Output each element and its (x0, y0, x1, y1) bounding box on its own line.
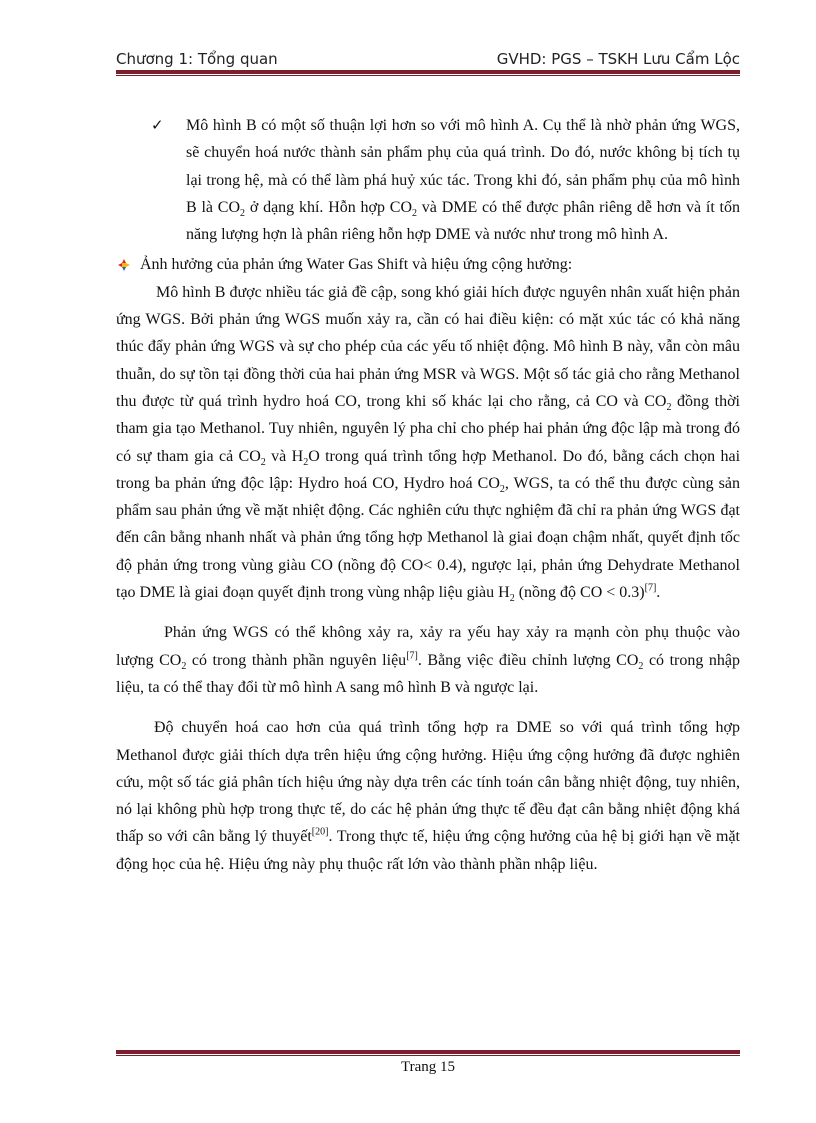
checkmark-icon: ✓ (151, 116, 164, 134)
paragraph-co2-content: Phản ứng WGS có thể không xảy ra, xảy ra yếu hay xảy ra mạnh còn phụ thuộc vào lượng $CO_2$ có trong thành phần nguyên liệu[7]. Bằng việc điều chỉnh lượng $CO_2$ có trong nhập liệu, ta có thể thay đổi từ mô hình A sang mô hình B và ngược lại. (116, 624, 740, 696)
citation: [20] (311, 827, 329, 839)
header-rule-thin (116, 75, 740, 76)
citation: [7] (644, 582, 657, 594)
advisor-label: GVHD: PGS – TSKH Lưu Cẩm Lộc (496, 50, 740, 68)
page-header (116, 50, 740, 68)
section-heading (116, 251, 740, 278)
chapter-title: Chương 1: Tổng quan (116, 50, 278, 68)
header-rule (116, 70, 740, 74)
page-body (116, 112, 740, 878)
footer-rule (116, 1050, 740, 1054)
citation: [7] (406, 650, 418, 662)
section-heading-text: Ảnh hưởng của phản ứng Water Gas Shift và hiệu ứng cộng hưởng: (140, 256, 573, 274)
footer-rule-thin (116, 1055, 740, 1056)
page-number: Trang 15 (400, 1059, 456, 1075)
paragraph-synergy-effect: Độ chuyển hoá cao hơn của quá trình tổng hợp ra DME so với quá trình tổng hợp Methanol được giải thích dựa trên hiệu ứng cộng hưởng. Hiệu ứng cộng hưởng đã được nghiên cứu, một số tác giả phân tích hiệu ứng này dựa trên các tính toán cân bằng nhiệt động, tuy nhiên, nó lại không phù hợp trong thực tế, do các hệ phản ứng thực tế đều đạt cân bằng nhiệt động khá thấp so với cân bằng lý thuyết[20]. Trong thực tế, hiệu ứng cộng hưởng của hệ bị giới hạn về mặt động học của hệ. Hiệu ứng này phụ thuộc rất lớn vào thành phần nhập liệu. (116, 719, 741, 873)
four-arrows-bullet-icon (118, 259, 130, 271)
paragraph-wgs-mechanism: Mô hình B được nhiều tác giả đề cập, song khó giải hích được nguyên nhân xuất hiện phản ứng WGS. Bởi phản ứng WGS muốn xảy ra, cần có hai điều kiện: có mặt xúc tác có khả năng thúc đẩy phản ứng WGS và sự cho phép của các yếu tố nhiệt động. Mô hình B này, vẫn còn mâu thuẫn, do sự tồn tại đồng thời của hai phản ứng MSR và WGS. Một số tác giả cho rằng Methanol thu được từ quá trình hydro hoá CO, trong khi số khác lại cho rằng, cả CO và $CO_2$ đồng thời tham gia tạo Methanol. Tuy nhiên, nguyên lý pha chỉ cho phép hai phản ứng độc lập mà trong đó có sự tham gia cả $CO_2$ và $H_2O$ trong quá trình tổng hợp Methanol. Do đó, bằng cách chọn hai trong ba phản ứng độc lập: Hydro hoá CO, Hydro hoá $CO_2$, WGS, ta có thể thu được cùng sản phẩm sau phản ứng về mặt nhiệt động. Các nghiên cứu thực nghiệm đã chỉ ra phản ứng WGS đạt đến cân bằng nhanh nhất và phản ứng tổng hợp Methanol là giai đoạn chậm nhất, quyết định tốc độ phản ứng trong vùng giàu CO (nồng độ CO< 0.4), ngược lại, phản ứng Dehydrate Methanol tạo DME là giai đoạn quyết định trong vùng nhập liệu giàu $H_2$ (nồng độ CO < 0.3)[7]. (116, 283, 741, 605)
checklist-item: ✓ Mô hình B có một số thuận lợi hơn so với mô hình A. Cụ thể là nhờ phản ứng WGS, sẽ chuyển hoá nước thành sản phẩm phụ của quá trình. Do đó, nước không bị tích tụ lại trong hệ, mà có thể làm phá huỷ xúc tác. Trong khi đó, sản phẩm phụ của mô hình B là $CO_2$ ở dạng khí. Hỗn hợp $CO_2$ và DME có thể được phân riêng dễ hơn và ít tốn năng lượng hợn là phân riêng hỗn hợp DME và nước như trong mô hình A. (116, 112, 740, 248)
